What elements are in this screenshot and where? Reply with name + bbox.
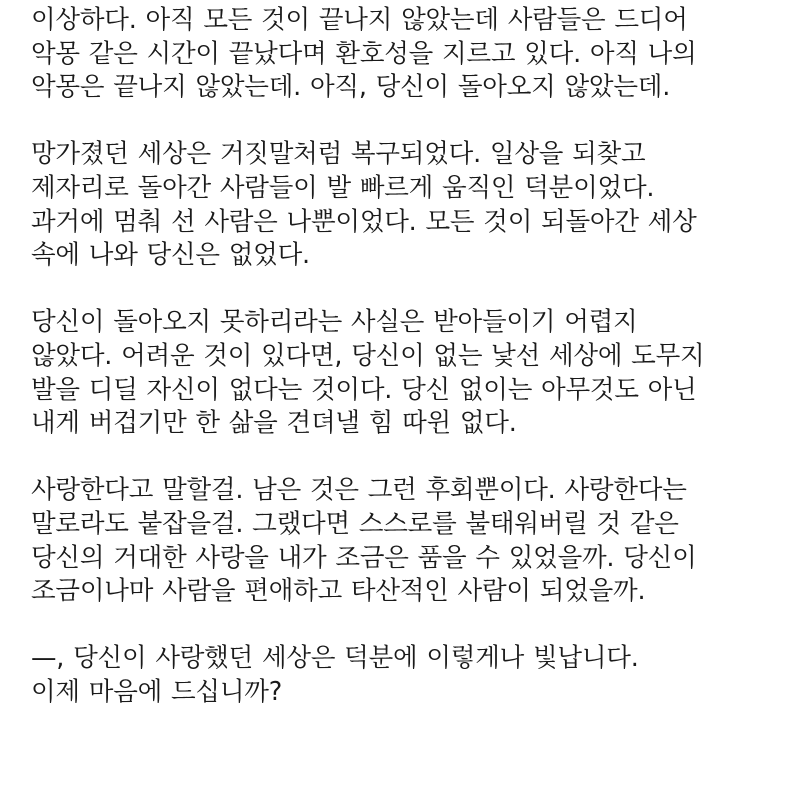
text-line: 조금이나마 사람을 편애하고 타산적인 사람이 되었을까. (31, 576, 646, 607)
text-line: 말로라도 붙잡을걸. 그랬다면 스스로를 불태워버릴 것 같은 (31, 508, 679, 539)
text-line: 사랑한다고 말할걸. 남은 것은 그런 후회뿐이다. 사랑한다는 (31, 475, 687, 506)
text-line: 제자리로 돌아간 사람들이 발 빠르게 움직인 덕분이었다. (31, 172, 655, 203)
paragraph-4 (31, 474, 791, 608)
paragraph-3 (31, 306, 791, 440)
text-line: 과거에 멈춰 선 사람은 나뿐이었다. 모든 것이 되돌아간 세상 (31, 206, 697, 237)
paragraph-5 (31, 642, 791, 709)
text-line: 악몽 같은 시간이 끝났다며 환호성을 지르고 있다. 아직 나의 (31, 38, 697, 69)
text-line: 내게 버겁기만 한 삶을 견뎌낼 힘 따윈 없다. (31, 408, 517, 439)
text-line: 이상하다. 아직 모든 것이 끝나지 않았는데 사람들은 드디어 (31, 5, 688, 35)
text-line: 악몽은 끝나지 않았는데. 아직, 당신이 돌아오지 않았는데. (31, 72, 671, 103)
text-line: 않았다. 어려운 것이 있다면, 당신이 없는 낯선 세상에 도무지 (31, 340, 705, 371)
text-line: 발을 디딜 자신이 없다는 것이다. 당신 없이는 아무것도 아닌 (31, 374, 697, 405)
paragraph-1 (31, 4, 791, 105)
text-line: 당신의 거대한 사랑을 내가 조금은 품을 수 있었을까. 당신이 (31, 542, 697, 573)
text-line: 망가졌던 세상은 거짓말처럼 복구되었다. 일상을 되찾고 (31, 139, 646, 170)
text-line: 속에 나와 당신은 없었다. (31, 240, 310, 271)
text-line: 이제 마음에 드십니까? (31, 676, 283, 707)
text-line: —, 당신이 사랑했던 세상은 덕분에 이렇게나 빛납니다. (31, 643, 639, 674)
text-line: 당신이 돌아오지 못하리라는 사실은 받아들이기 어렵지 (31, 307, 638, 338)
paragraph-2 (31, 138, 791, 272)
document-body (31, 4, 791, 743)
